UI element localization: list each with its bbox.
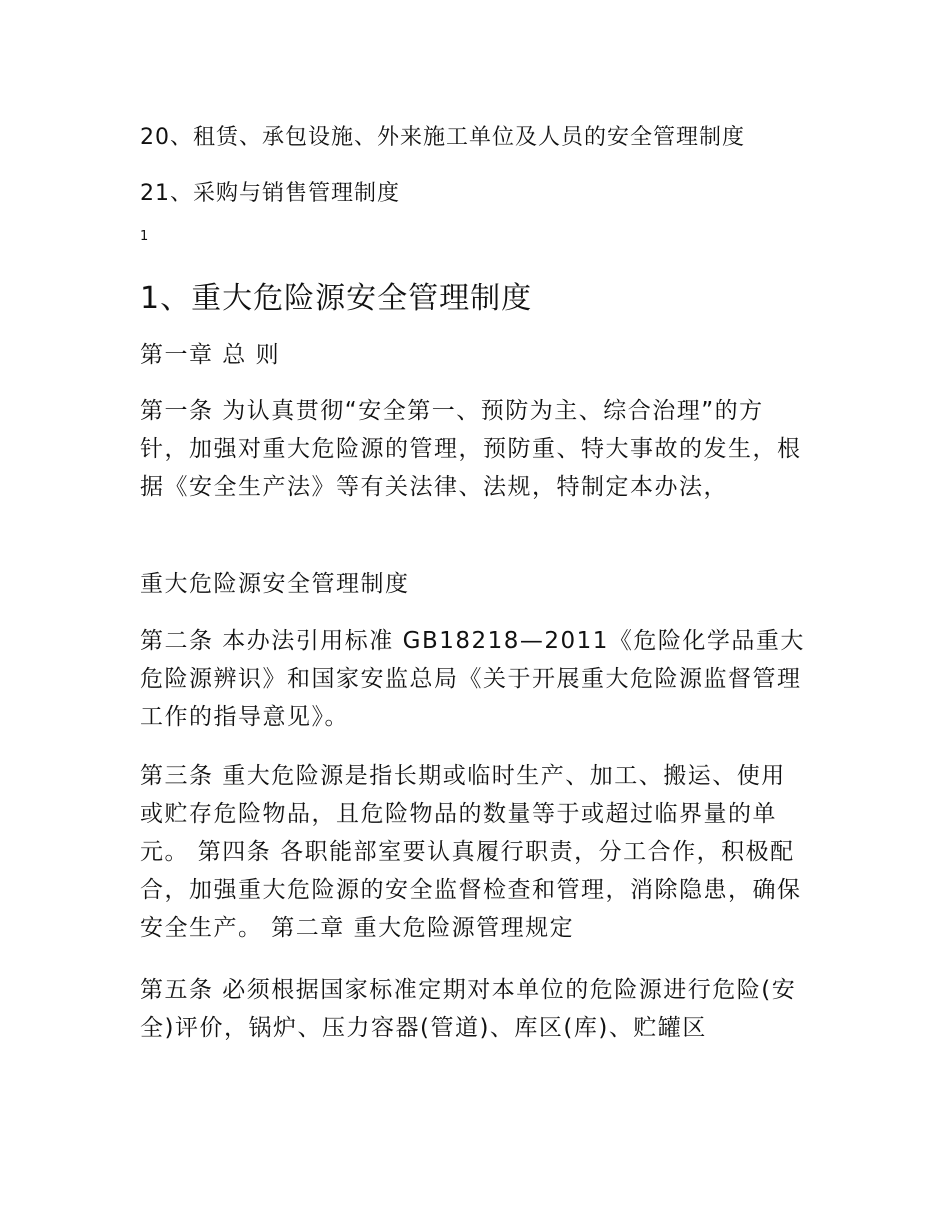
section-title: 1、重大危险源安全管理制度 bbox=[140, 281, 533, 316]
toc-item-21: 21、采购与销售管理制度 bbox=[140, 181, 400, 206]
article-3: 第三条 重大危险源是指长期或临时生产、加工、搬运、使用或贮存危险物品，且危险物品的数量等于或超过临界量的单元。 第四条 各职能部室要认真履行职责，分工合作，积极配合，加强重大危险源的安全监督检查和管理，消除隐患，确保安全生产。 第二章 重大危险源管理规定 bbox=[140, 763, 802, 941]
chapter-heading: 第一章 总 则 bbox=[140, 342, 281, 368]
article-5: 第五条 必须根据国家标准定期对本单位的危险源进行危险(安全)评价，锅炉、压力容器(管道)、库区(库)、贮罐区 bbox=[140, 977, 797, 1041]
article-1: 第一条 为认真贯彻“安全第一、预防为主、综合治理”的方针，加强对重大危险源的管理，预防重、特大事故的发生，根据《安全生产法》等有关法律、法规，特制定本办法， bbox=[140, 398, 802, 500]
page-number: 1 bbox=[140, 229, 149, 244]
toc-item-20: 20、租赁、承包设施、外来施工单位及人员的安全管理制度 bbox=[140, 125, 745, 150]
article-2: 第二条 本办法引用标准 GB18218—2011《危险化学品重大危险源辨识》和国家安监总局《关于开展重大危险源监督管理工作的指导意见》。 bbox=[140, 628, 805, 730]
subtitle: 重大危险源安全管理制度 bbox=[140, 571, 410, 597]
